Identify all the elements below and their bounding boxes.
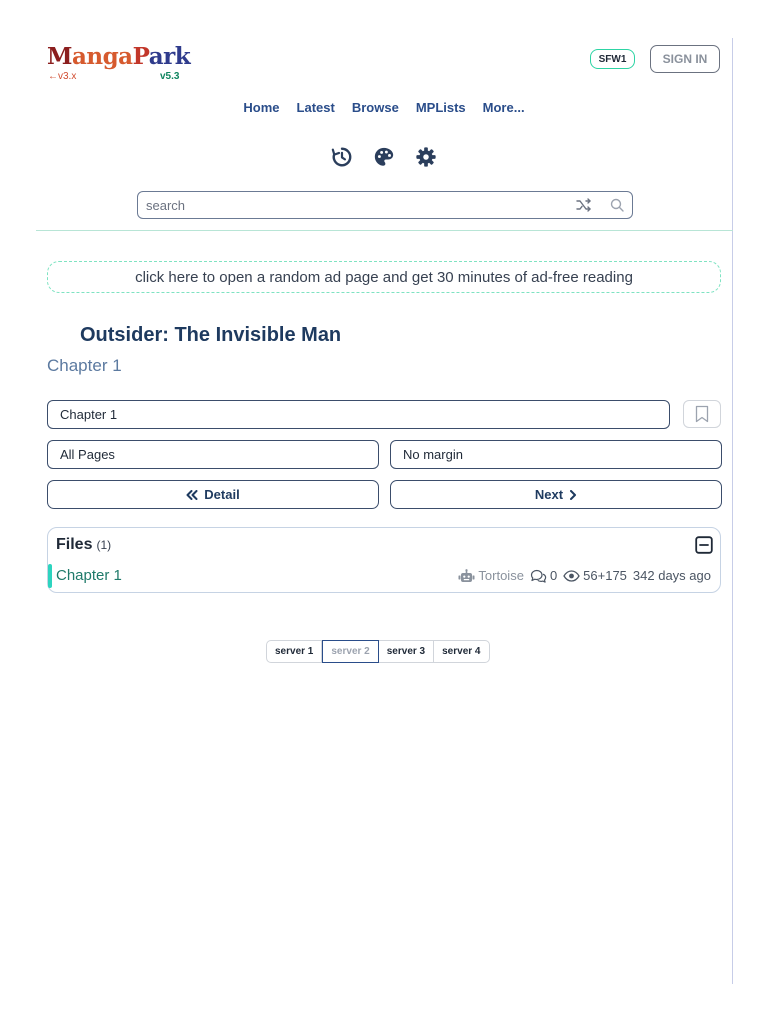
- upload-time: 342 days ago: [632, 568, 711, 583]
- logo-wordmark[interactable]: [47, 43, 191, 70]
- view-count: 56+175: [583, 568, 627, 583]
- series-title[interactable]: Outsider: The Invisible Man: [80, 324, 342, 346]
- bookmark-icon: [694, 405, 710, 423]
- search-icon[interactable]: [609, 197, 625, 213]
- next-label: Next: [534, 487, 564, 502]
- nav-latest[interactable]: Latest: [296, 100, 335, 115]
- site-logo[interactable]: [47, 43, 191, 84]
- eye-icon: [563, 570, 580, 582]
- bookmark-button[interactable]: [683, 400, 721, 428]
- header-divider: [36, 230, 733, 231]
- detail-label: Detail: [204, 487, 240, 502]
- files-label: Files: [56, 536, 93, 553]
- nav-browse[interactable]: Browse: [351, 100, 399, 115]
- chapter-title: Chapter 1: [47, 356, 122, 375]
- file-active-marker: [48, 564, 52, 588]
- robot-icon: [458, 569, 475, 583]
- toolbar-icons: [0, 145, 768, 169]
- nav-more[interactable]: More...: [482, 100, 525, 115]
- double-chevron-left-icon: [186, 490, 198, 500]
- nav-home[interactable]: Home: [243, 100, 280, 115]
- file-meta: [458, 568, 711, 583]
- search-bar: [137, 191, 633, 219]
- logo-part: P: [132, 43, 149, 70]
- chevron-right-icon: [569, 490, 577, 500]
- search-input[interactable]: [146, 196, 566, 214]
- uploader-name[interactable]: Tortoise: [478, 568, 524, 583]
- server-selector: [266, 640, 490, 663]
- server-1-button[interactable]: server 1: [267, 641, 322, 662]
- page-mode-select[interactable]: All Pages: [47, 440, 379, 469]
- file-name[interactable]: Chapter 1: [56, 567, 122, 584]
- sign-in-button[interactable]: SIGN IN: [650, 45, 720, 73]
- comments-icon: [530, 569, 547, 583]
- old-version-link[interactable]: ←v3.x: [48, 71, 77, 82]
- main-nav: [0, 100, 768, 115]
- files-header: [56, 536, 111, 554]
- detail-button[interactable]: [47, 480, 379, 509]
- file-row[interactable]: [48, 564, 720, 588]
- sfw-badge[interactable]: SFW1: [590, 49, 635, 69]
- comment-count[interactable]: 0: [549, 568, 558, 583]
- settings-gear-icon[interactable]: [415, 145, 437, 169]
- server-4-button[interactable]: server 4: [442, 646, 481, 657]
- next-chapter-button[interactable]: [390, 480, 722, 509]
- collapse-icon[interactable]: [695, 536, 713, 554]
- files-panel: [47, 527, 721, 593]
- palette-icon[interactable]: [373, 145, 395, 169]
- files-count: (1): [96, 538, 112, 552]
- logo-part: M: [47, 43, 72, 70]
- page-right-border: [732, 38, 733, 984]
- version-label: v5.3: [160, 71, 180, 82]
- shuffle-icon[interactable]: [576, 197, 592, 213]
- chapter-select[interactable]: Chapter 1: [47, 400, 670, 429]
- server-3-button[interactable]: server 3: [379, 641, 434, 662]
- margin-select[interactable]: No margin: [390, 440, 722, 469]
- nav-mplists[interactable]: MPLists: [415, 100, 466, 115]
- history-icon[interactable]: [331, 145, 353, 169]
- server-2-button[interactable]: server 2: [322, 640, 378, 663]
- ad-free-banner[interactable]: click here to open a random ad page and get 30 minutes of ad-free reading: [47, 261, 721, 293]
- logo-part: anga: [71, 43, 133, 70]
- logo-part: ark: [148, 43, 191, 70]
